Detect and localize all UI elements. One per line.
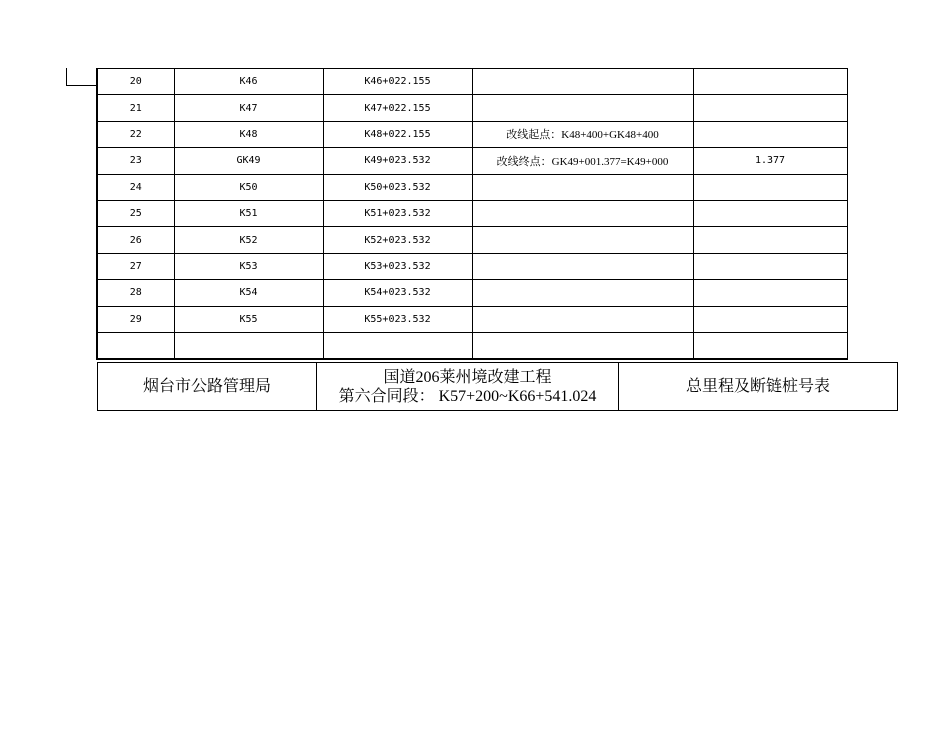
- pile-number-cell: K47: [174, 95, 323, 121]
- corner-crop-mark: [66, 68, 96, 86]
- mileage-value-cell: K50+023.532: [323, 174, 472, 200]
- table-row: [97, 332, 847, 359]
- remark-cell: [472, 174, 693, 200]
- title-block-table: [97, 362, 898, 411]
- mileage-value-cell: K48+022.155: [323, 121, 472, 147]
- remark-cell: [472, 69, 693, 95]
- pile-number-cell: K54: [174, 280, 323, 306]
- chain-break-length-cell: [693, 280, 847, 306]
- pile-number-cell: GK49: [174, 148, 323, 174]
- remark-cell: [472, 332, 693, 359]
- remark-cell: [472, 95, 693, 121]
- table-row: [97, 280, 847, 306]
- table-row: [97, 174, 847, 200]
- chain-break-length-cell: [693, 69, 847, 95]
- chain-break-length-cell: [693, 95, 847, 121]
- mileage-value-cell: K49+023.532: [323, 148, 472, 174]
- pile-number-cell: K50: [174, 174, 323, 200]
- mileage-value-cell: K52+023.532: [323, 227, 472, 253]
- remark-cell: [472, 280, 693, 306]
- mileage-value-cell: [323, 332, 472, 359]
- pile-number-cell: [174, 332, 323, 359]
- title-block: [97, 362, 830, 411]
- mileage-value-cell: K47+022.155: [323, 95, 472, 121]
- sheet-title: 总里程及断链桩号表: [619, 363, 898, 411]
- pile-number-cell: K52: [174, 227, 323, 253]
- table-row: [97, 148, 847, 174]
- table-row: [97, 200, 847, 226]
- chain-break-length-cell: [693, 121, 847, 147]
- remark-cell: 改线终点：GK49+001.377=K49+000: [472, 148, 693, 174]
- remark-cell: [472, 227, 693, 253]
- project-info: [317, 363, 619, 411]
- mileage-value-cell: K54+023.532: [323, 280, 472, 306]
- chain-break-length-cell: [693, 200, 847, 226]
- pile-number-cell: K51: [174, 200, 323, 226]
- chain-break-length-cell: [693, 332, 847, 359]
- table-row: [97, 227, 847, 253]
- mileage-table: [96, 68, 848, 360]
- table-row: [97, 306, 847, 332]
- row-number-cell: 21: [97, 95, 174, 121]
- row-number-cell: 28: [97, 280, 174, 306]
- pile-number-cell: K48: [174, 121, 323, 147]
- table-row: [97, 95, 847, 121]
- pile-number-cell: K46: [174, 69, 323, 95]
- row-number-cell: 20: [97, 69, 174, 95]
- chain-break-length-cell: [693, 253, 847, 279]
- project-name: 国道206莱州境改建工程: [383, 368, 552, 386]
- row-number-cell: 29: [97, 306, 174, 332]
- row-number-cell: [97, 332, 174, 359]
- chain-break-length-cell: 1.377: [693, 148, 847, 174]
- row-number-cell: 24: [97, 174, 174, 200]
- mileage-value-cell: K46+022.155: [323, 69, 472, 95]
- mileage-value-cell: K53+023.532: [323, 253, 472, 279]
- remark-cell: 改线起点：K48+400+GK48+400: [472, 121, 693, 147]
- chain-break-length-cell: [693, 306, 847, 332]
- table-row: [97, 69, 847, 95]
- chain-break-length-cell: [693, 174, 847, 200]
- row-number-cell: 26: [97, 227, 174, 253]
- remark-cell: [472, 306, 693, 332]
- row-number-cell: 23: [97, 148, 174, 174]
- pile-number-cell: K53: [174, 253, 323, 279]
- chain-break-length-cell: [693, 227, 847, 253]
- remark-cell: [472, 200, 693, 226]
- contract-section: 第六合同段： K57+200~K66+541.024: [338, 387, 597, 405]
- row-number-cell: 27: [97, 253, 174, 279]
- pile-number-cell: K55: [174, 306, 323, 332]
- mileage-value-cell: K51+023.532: [323, 200, 472, 226]
- remark-cell: [472, 253, 693, 279]
- mileage-value-cell: K55+023.532: [323, 306, 472, 332]
- mileage-table-container: [96, 68, 806, 360]
- organization-name: 烟台市公路管理局: [98, 363, 317, 411]
- table-row: [97, 253, 847, 279]
- row-number-cell: 25: [97, 200, 174, 226]
- row-number-cell: 22: [97, 121, 174, 147]
- table-row: [97, 121, 847, 147]
